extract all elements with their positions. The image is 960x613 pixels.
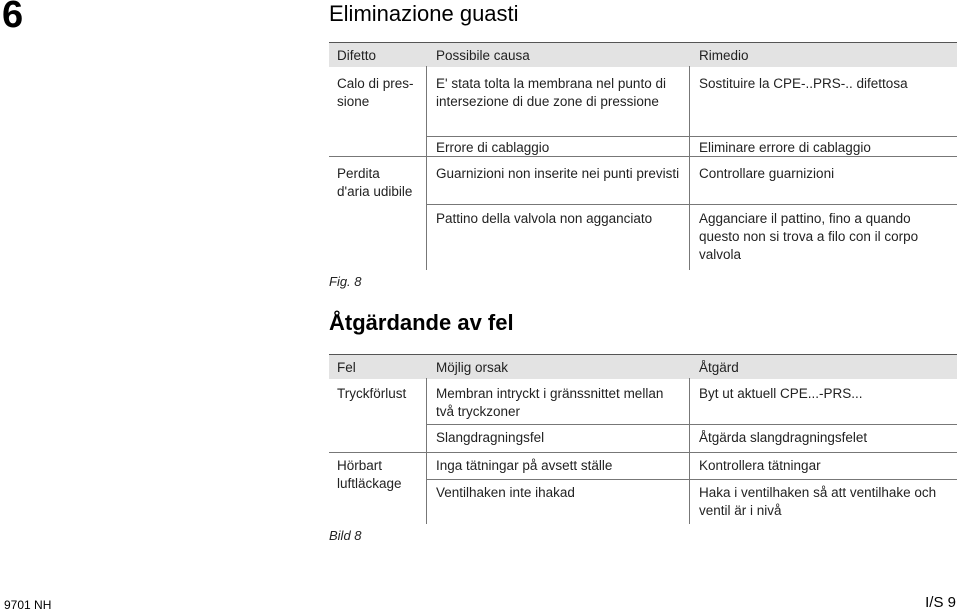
table-cell-fault: Perdita d'aria udibile <box>337 166 413 199</box>
header-cause: Possibile causa <box>436 48 530 63</box>
row-divider <box>426 424 957 425</box>
table-cell-fault: Hörbart luftläckage <box>337 458 402 491</box>
footer-doc-code: 9701 NH <box>4 598 52 612</box>
header-fault: Fel <box>337 360 356 375</box>
section-title-sv: Åtgärdande av fel <box>329 310 514 335</box>
table-cell-remedy: Haka i ventilhaken så att ventilhake och ventil är i nivå <box>699 485 937 518</box>
table-cell-cause: Pattino della valvola non agganciato <box>436 211 653 226</box>
table-cell-remedy: Eliminare errore di cablaggio <box>699 140 871 155</box>
table-cell-cause: Guarnizioni non inserite nei punti previsti <box>436 166 680 181</box>
row-divider <box>426 204 957 205</box>
table-cell-cause: Errore di cablaggio <box>436 140 550 155</box>
table-cell-remedy: Sostituire la CPE-..PRS-.. difettosa <box>699 76 908 91</box>
troubleshooting-table-sv <box>329 354 957 524</box>
row-divider <box>329 452 957 453</box>
header-remedy: Åtgärd <box>699 360 739 375</box>
row-divider <box>426 136 957 137</box>
column-divider <box>689 66 690 270</box>
figure-caption: Fig. 8 <box>329 274 362 289</box>
footer-page-number: I/S 9 <box>925 594 956 611</box>
table-cell-remedy: Åtgärda slangdragningsfelet <box>699 430 868 445</box>
column-divider <box>426 378 427 524</box>
column-divider <box>426 66 427 270</box>
row-divider <box>426 479 957 480</box>
table-header <box>329 42 957 67</box>
chapter-number: 6 <box>2 0 24 36</box>
figure-caption: Bild 8 <box>329 528 362 543</box>
table-header <box>329 354 957 379</box>
table-cell-cause: Slangdragningsfel <box>436 430 545 445</box>
table-cell-remedy: Kontrollera tätningar <box>699 458 821 473</box>
header-cause: Möjlig orsak <box>436 360 509 375</box>
section-title-it: Eliminazione guasti <box>329 1 519 26</box>
table-cell-remedy: Agganciare il pattino, fino a quando questo non si trova a filo con il corpo valvola <box>699 211 919 262</box>
header-fault: Difetto <box>337 48 377 63</box>
table-cell-cause: Inga tätningar på avsett ställe <box>436 458 613 473</box>
table-cell-fault: Tryckförlust <box>337 386 407 401</box>
troubleshooting-table-it <box>329 42 957 270</box>
column-divider <box>689 378 690 524</box>
header-remedy: Rimedio <box>699 48 749 63</box>
table-cell-remedy: Byt ut aktuell CPE...-PRS... <box>699 386 863 401</box>
table-cell-cause: Membran intryckt i gränssnittet mellan två tryckzoner <box>436 386 664 419</box>
table-cell-cause: Ventilhaken inte ihakad <box>436 485 575 500</box>
table-cell-cause: E' stata tolta la membrana nel punto di intersezione di due zone di pressione <box>436 76 666 109</box>
table-cell-fault: Calo di pres- sione <box>337 76 414 109</box>
table-cell-remedy: Controllare guarnizioni <box>699 166 835 181</box>
